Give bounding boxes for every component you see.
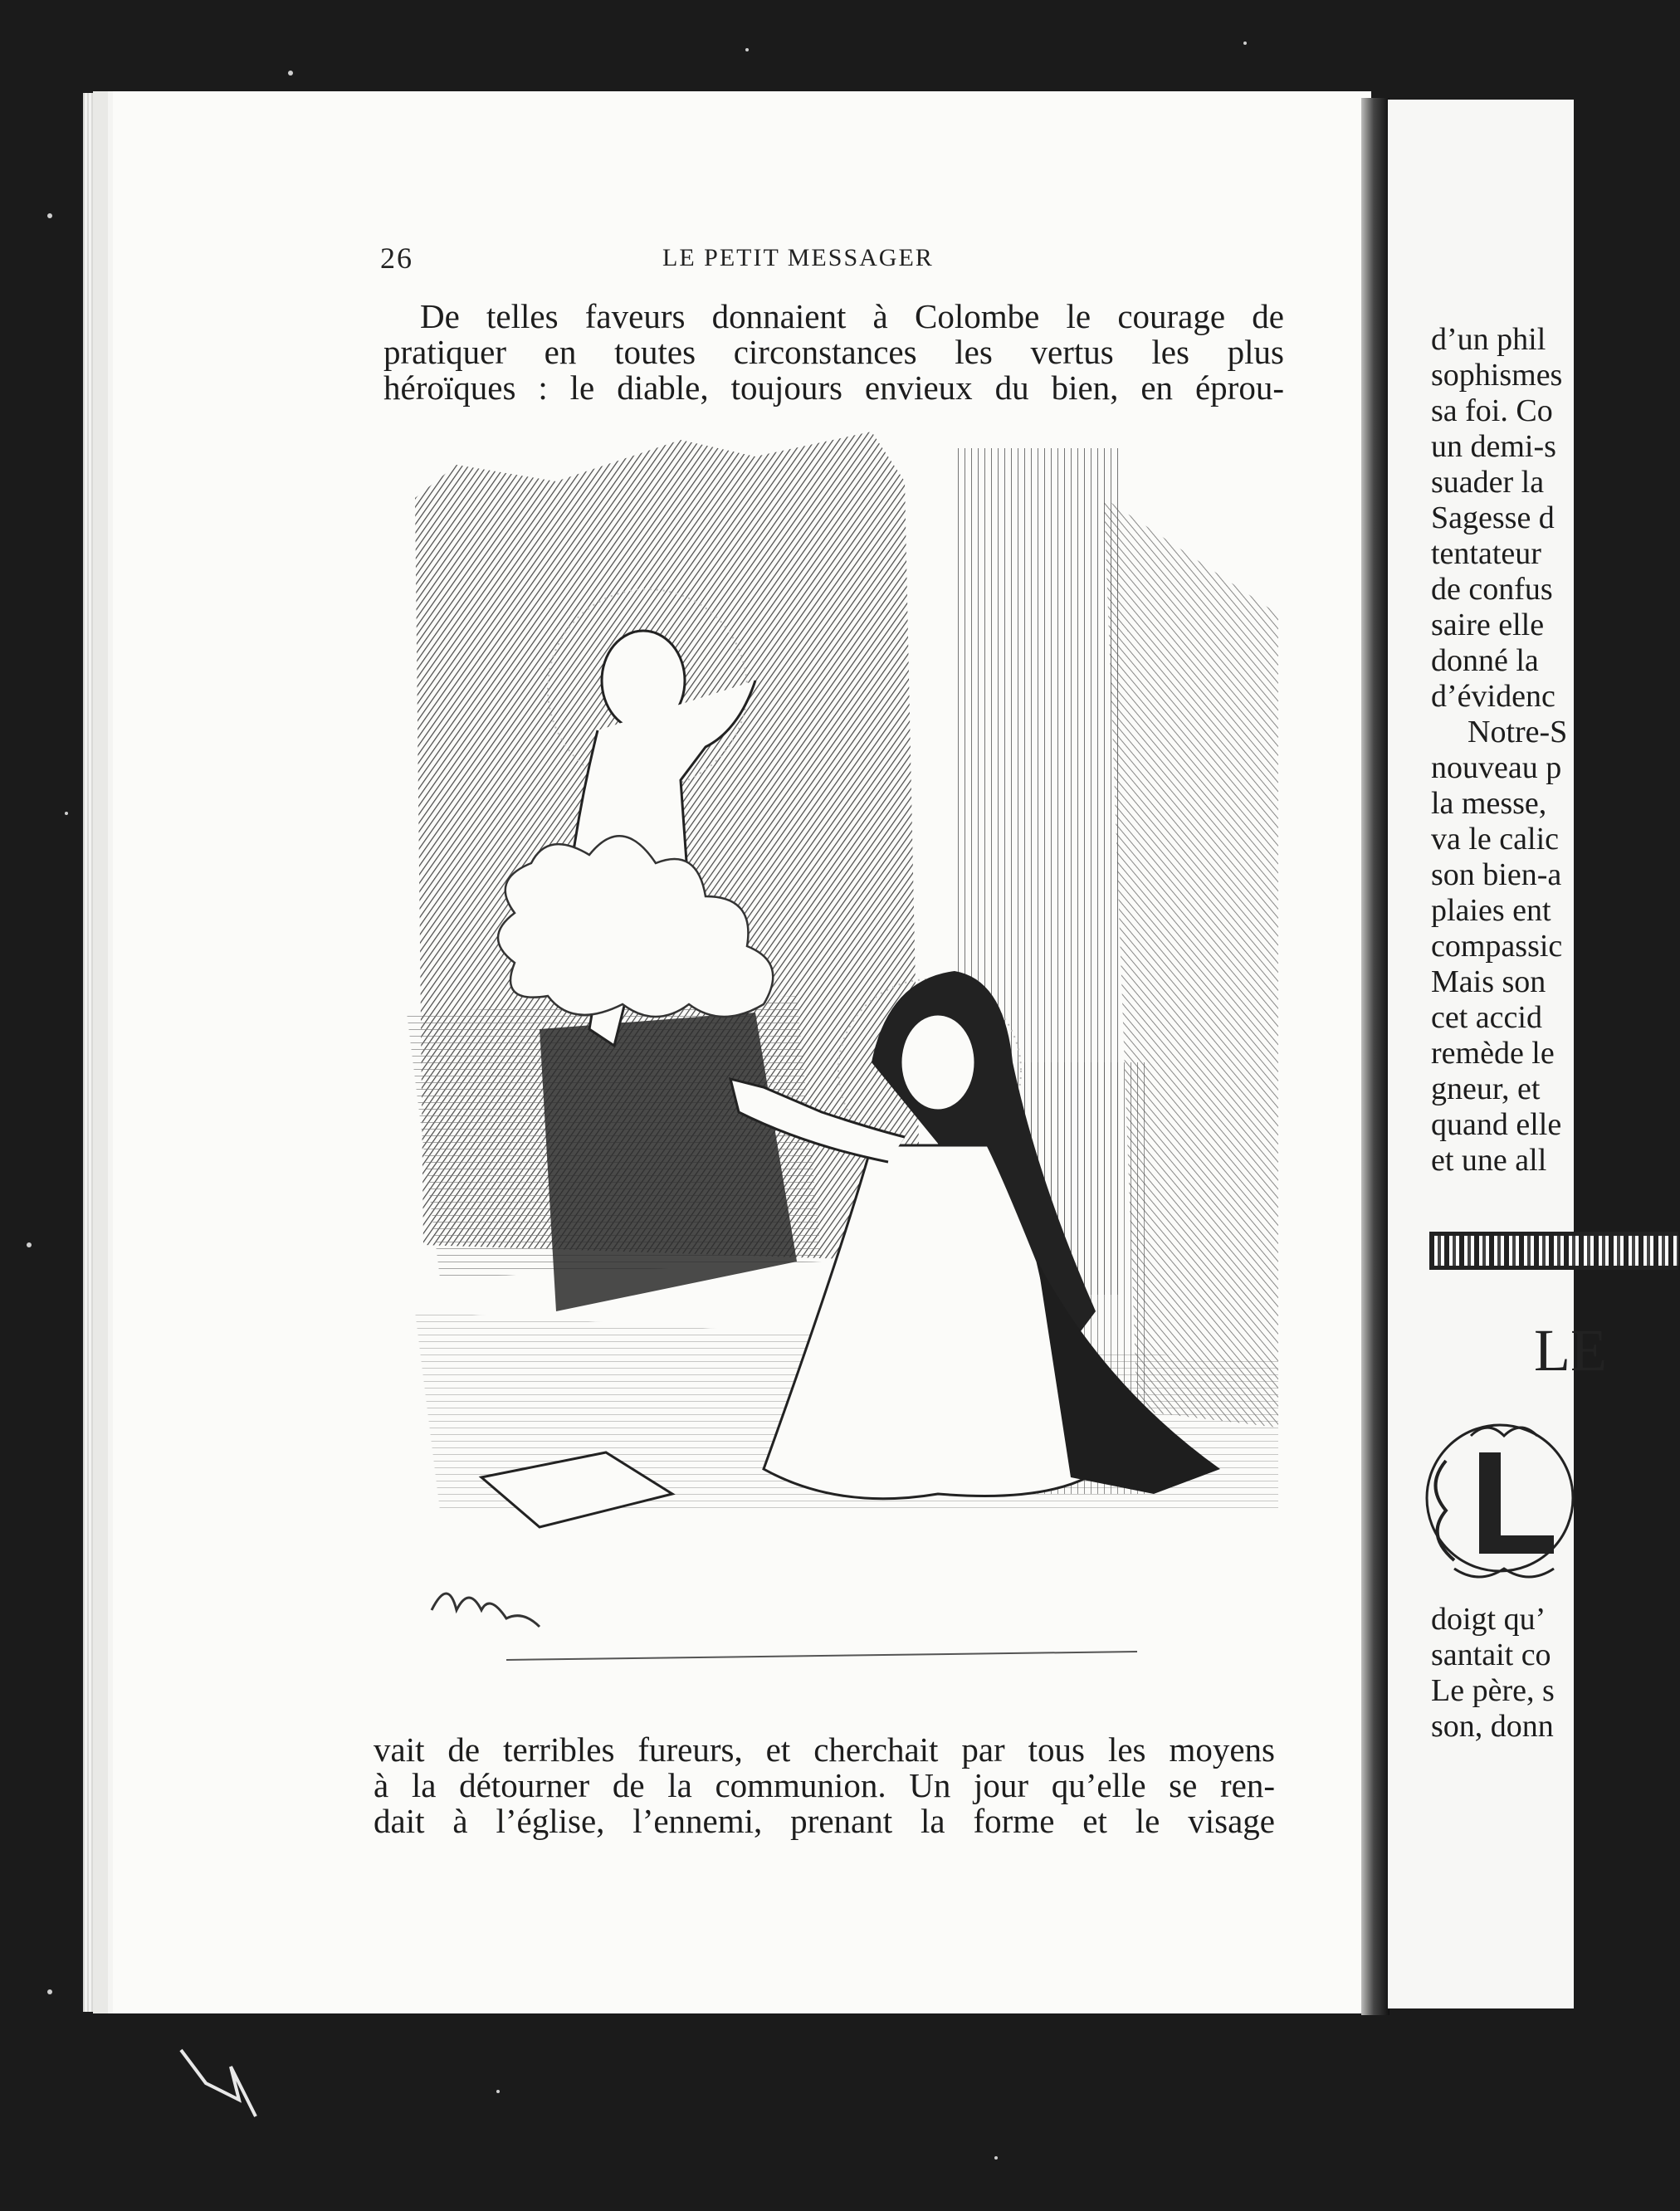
text-line: plaies ent [1431, 893, 1551, 928]
text-line: sa foi. Co [1431, 393, 1553, 428]
text-line: suader la [1431, 465, 1545, 500]
text-line: santait co [1431, 1638, 1551, 1672]
text-line: cet accid [1431, 1000, 1542, 1035]
book-gutter [1361, 98, 1389, 2015]
text-line: remède le [1431, 1036, 1555, 1071]
text-line: De telles faveurs donnaient à Colombe le courage de [420, 297, 1284, 335]
right-page-text-top [1431, 322, 1680, 1179]
text-line: pratiquer en toutes circonstances les vertus les plus [383, 333, 1284, 371]
text-line: nouveau p [1431, 750, 1562, 785]
text-line: donné la [1431, 643, 1539, 678]
text-line: tentateur [1431, 536, 1541, 571]
text-line: Mais son [1431, 964, 1546, 999]
text-line: saire elle [1431, 608, 1545, 642]
section-heading-fragment: LE [1534, 1317, 1607, 1384]
text-line: Le père, s [1431, 1673, 1555, 1708]
text-line: vait de terribles fureurs, et cherchait par tous les moyens [374, 1730, 1275, 1769]
engraver-signature [432, 1594, 540, 1627]
text-line: sophismes [1431, 358, 1563, 393]
text-line: va le calic [1431, 822, 1560, 857]
paragraph-top [383, 299, 1284, 406]
text-line: quand elle [1431, 1107, 1562, 1142]
text-line: Notre-S [1468, 715, 1568, 749]
text-line: Sagesse d [1431, 500, 1555, 535]
text-line: gneur, et [1431, 1071, 1541, 1106]
text-line: son, donn [1431, 1709, 1554, 1744]
text-line: et une all [1431, 1143, 1547, 1178]
engraving-illustration [407, 432, 1287, 1693]
text-line: doigt qu’ [1431, 1602, 1546, 1637]
text-line: d’un phil [1431, 322, 1546, 357]
right-page [1388, 100, 1607, 2008]
text-line: d’évidenc [1431, 679, 1555, 714]
paragraph-bottom [374, 1732, 1275, 1839]
text-line: héroïques : le diable, toujours envieux du bien, en éprou- [383, 368, 1284, 407]
text-line: la messe, [1431, 786, 1547, 821]
decorative-band [1429, 1232, 1678, 1270]
page-number: 26 [380, 242, 413, 275]
text-line: compassic [1431, 929, 1563, 964]
ornamental-dropcap-icon [1421, 1411, 1574, 1585]
running-title: LE PETIT MESSAGER [662, 244, 934, 271]
text-line: son bien-a [1431, 857, 1562, 892]
text-line: à la détourner de la communion. Un jour qu’elle se ren- [374, 1766, 1275, 1804]
text-line: dait à l’église, l’ennemi, prenant la forme et le visage [374, 1802, 1275, 1840]
right-page-text-bottom [1431, 1602, 1680, 1745]
text-line: un demi-s [1431, 429, 1556, 464]
scan-lint [181, 2050, 256, 2116]
text-line: de confus [1431, 572, 1553, 607]
